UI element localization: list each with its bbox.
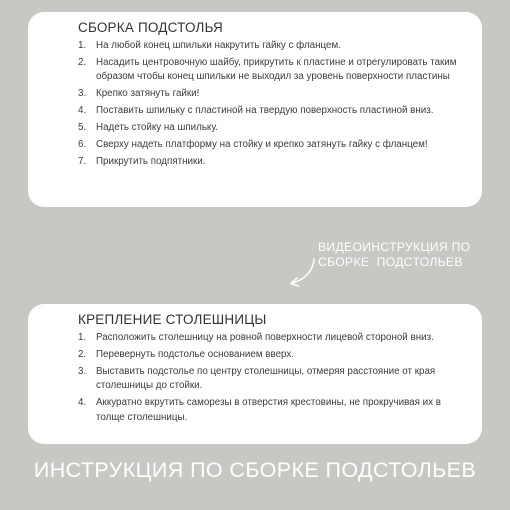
step-text: Аккуратно вкрутить саморезы в отверстия крестовины, не прокручивая их в толще столешницы. — [96, 397, 441, 423]
video-caption-line-2: СБОРКЕ ПОДСТОЛЬЕВ — [318, 254, 463, 269]
list-item — [78, 87, 462, 102]
step-text: Поставить шпильку с пластиной на твердую поверхность пластиной вниз. — [96, 105, 434, 117]
step-number: 6. — [78, 139, 87, 151]
step-number: 3. — [78, 88, 87, 100]
step-text: Надеть стойку на шпильку. — [96, 122, 218, 134]
step-number: 4. — [78, 397, 87, 409]
step-text: Выставить подстолье по центру столешницы, отмеряя расстояние от края столешницы до стойки. — [96, 365, 436, 392]
list-item — [78, 396, 462, 425]
step-text: Насадить центровочную шайбу, прикрутить к пластине и отрегулировать таким образом чтобы конец шпильки не выходил за уровень поверхности пластины — [96, 56, 457, 83]
list-item — [78, 331, 462, 346]
list-item — [78, 365, 462, 394]
step-number: 7. — [78, 155, 87, 167]
assembly-card — [28, 12, 482, 207]
list-item — [78, 138, 462, 153]
step-text: Крепко затянуть гайки! — [96, 88, 200, 100]
page-title: ИНСТРУКЦИЯ ПО СБОРКЕ ПОДСТОЛЬЕВ — [33, 458, 477, 482]
step-number: 3. — [78, 365, 87, 377]
step-number: 2. — [78, 56, 87, 68]
video-instruction-link[interactable] — [318, 240, 498, 269]
step-number: 5. — [78, 122, 87, 134]
step-number: 2. — [78, 348, 87, 360]
list-item — [78, 39, 462, 54]
assembly-title: СБОРКА ПОДСТОЛЬЯ — [78, 20, 223, 35]
mounting-title: КРЕПЛЕНИЕ СТОЛЕШНИЦЫ — [78, 312, 267, 327]
step-text: Перевернуть подстолье основанием вверх. — [96, 348, 294, 360]
list-item — [78, 155, 462, 170]
list-item — [78, 104, 462, 119]
curved-arrow-icon — [286, 256, 320, 290]
step-text: На любой конец шпильки накрутить гайку с фланцем. — [96, 40, 341, 51]
assembly-steps-list — [78, 39, 462, 170]
list-item — [78, 56, 462, 85]
mounting-card — [28, 304, 482, 444]
list-item — [78, 348, 462, 363]
step-number: 1. — [78, 40, 87, 51]
step-text: Расположить столешницу на ровной поверхности лицевой стороной вниз. — [96, 332, 434, 343]
step-text: Сверху надеть платформу на стойку и крепко затянуть гайку с фланцем! — [96, 139, 428, 151]
step-number: 4. — [78, 105, 87, 117]
step-text: Прикрутить подпятники. — [96, 155, 206, 167]
list-item — [78, 121, 462, 136]
mounting-steps-list — [78, 331, 462, 425]
video-caption-line-1: ВИДЕОИНСТРУКЦИЯ ПО — [318, 240, 471, 254]
step-number: 1. — [78, 332, 87, 343]
